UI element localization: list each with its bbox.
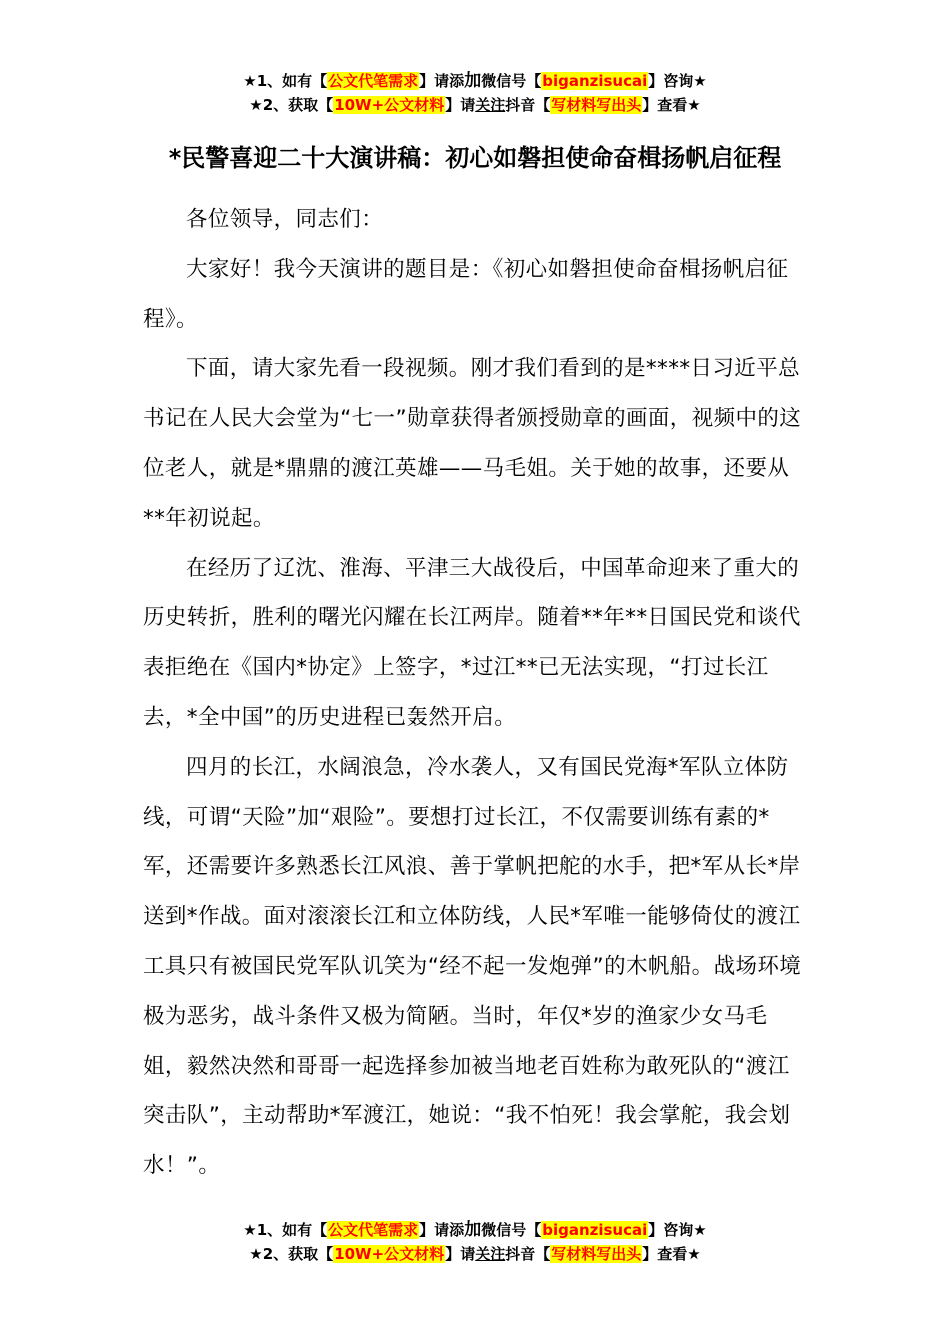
banner-highlight: biganzisucai: [542, 1221, 648, 1239]
banner-highlight: biganzisucai: [542, 72, 648, 90]
banner-line-2: ★2、获取【10W+公文材料】请关注抖音【写材料写出头】查看★: [249, 1245, 701, 1263]
banner-line-1: ★1、如有【公文代笔需求】请添加微信号【biganzisucai】咨询★: [243, 71, 707, 91]
banner-highlight: 写材料写出头: [551, 1245, 642, 1263]
document-title: *民警喜迎二十大演讲稿：初心如磐担使命奋楫扬帆启征程: [168, 144, 782, 172]
banner-highlight: 公文代笔需求: [328, 1221, 419, 1239]
document-body: [143, 195, 811, 1191]
paragraph: 大家好！我今天演讲的题目是：《初心如磐担使命奋楫扬帆启征程》。: [143, 256, 789, 332]
banner-line-2: ★2、获取【10W+公文材料】请关注抖音【写材料写出头】查看★: [249, 96, 701, 114]
banner-highlight: 10W+公文材料: [334, 1245, 445, 1263]
paragraph: 在经历了辽沈、淮海、平津三大战役后，中国革命迎来了重大的历史转折，胜利的曙光闪耀在长江两岸。随着**年**日国民党和谈代表拒绝在《国内*协定》上签字，*过江**已无法实现，“打过长江去，*全中国”的历史进程已轰然开启。: [143, 555, 801, 730]
banner-highlight: 10W+公文材料: [334, 96, 445, 114]
paragraph: 四月的长江，水阔浪急，冷水袭人，又有国民党海*军队立体防线，可谓“天险”加“艰险”。要想打过长江，不仅需要训练有素的*军，还需要许多熟悉长江风浪、善于掌帆把舵的水手，把*军从长*岸送到*作战。面对滚滚长江和立体防线，人民*军唯一能够倚仗的渡江工具只有被国民党军队讥笑为“经不起一发炮弹”的木帆船。战场环境极为恶劣，战斗条件又极为简陋。当时，年仅*岁的渔家少女马毛姐，毅然决然和哥哥一起选择参加被当地老百姓称为敢死队的“渡江突击队”，主动帮助*军渡江，她说：“我不怕死！我会掌舵，我会划水！”。: [143, 754, 802, 1179]
header-banner: [0, 69, 950, 117]
banner-line-1: ★1、如有【公文代笔需求】请添加微信号【biganzisucai】咨询★: [243, 1220, 707, 1240]
banner-highlight: 写材料写出头: [551, 96, 642, 114]
footer-banner: [0, 1218, 950, 1266]
paragraph: 各位领导，同志们：: [186, 207, 384, 232]
banner-highlight: 公文代笔需求: [328, 72, 419, 90]
paragraph: 下面，请大家先看一段视频。刚才我们看到的是****日习近平总书记在人民大会堂为“七一”勋章获得者颁授勋章的画面，视频中的这位老人，就是*鼎鼎的渡江英雄——马毛姐。关于她的故事，还要从**年初说起。: [143, 356, 802, 531]
